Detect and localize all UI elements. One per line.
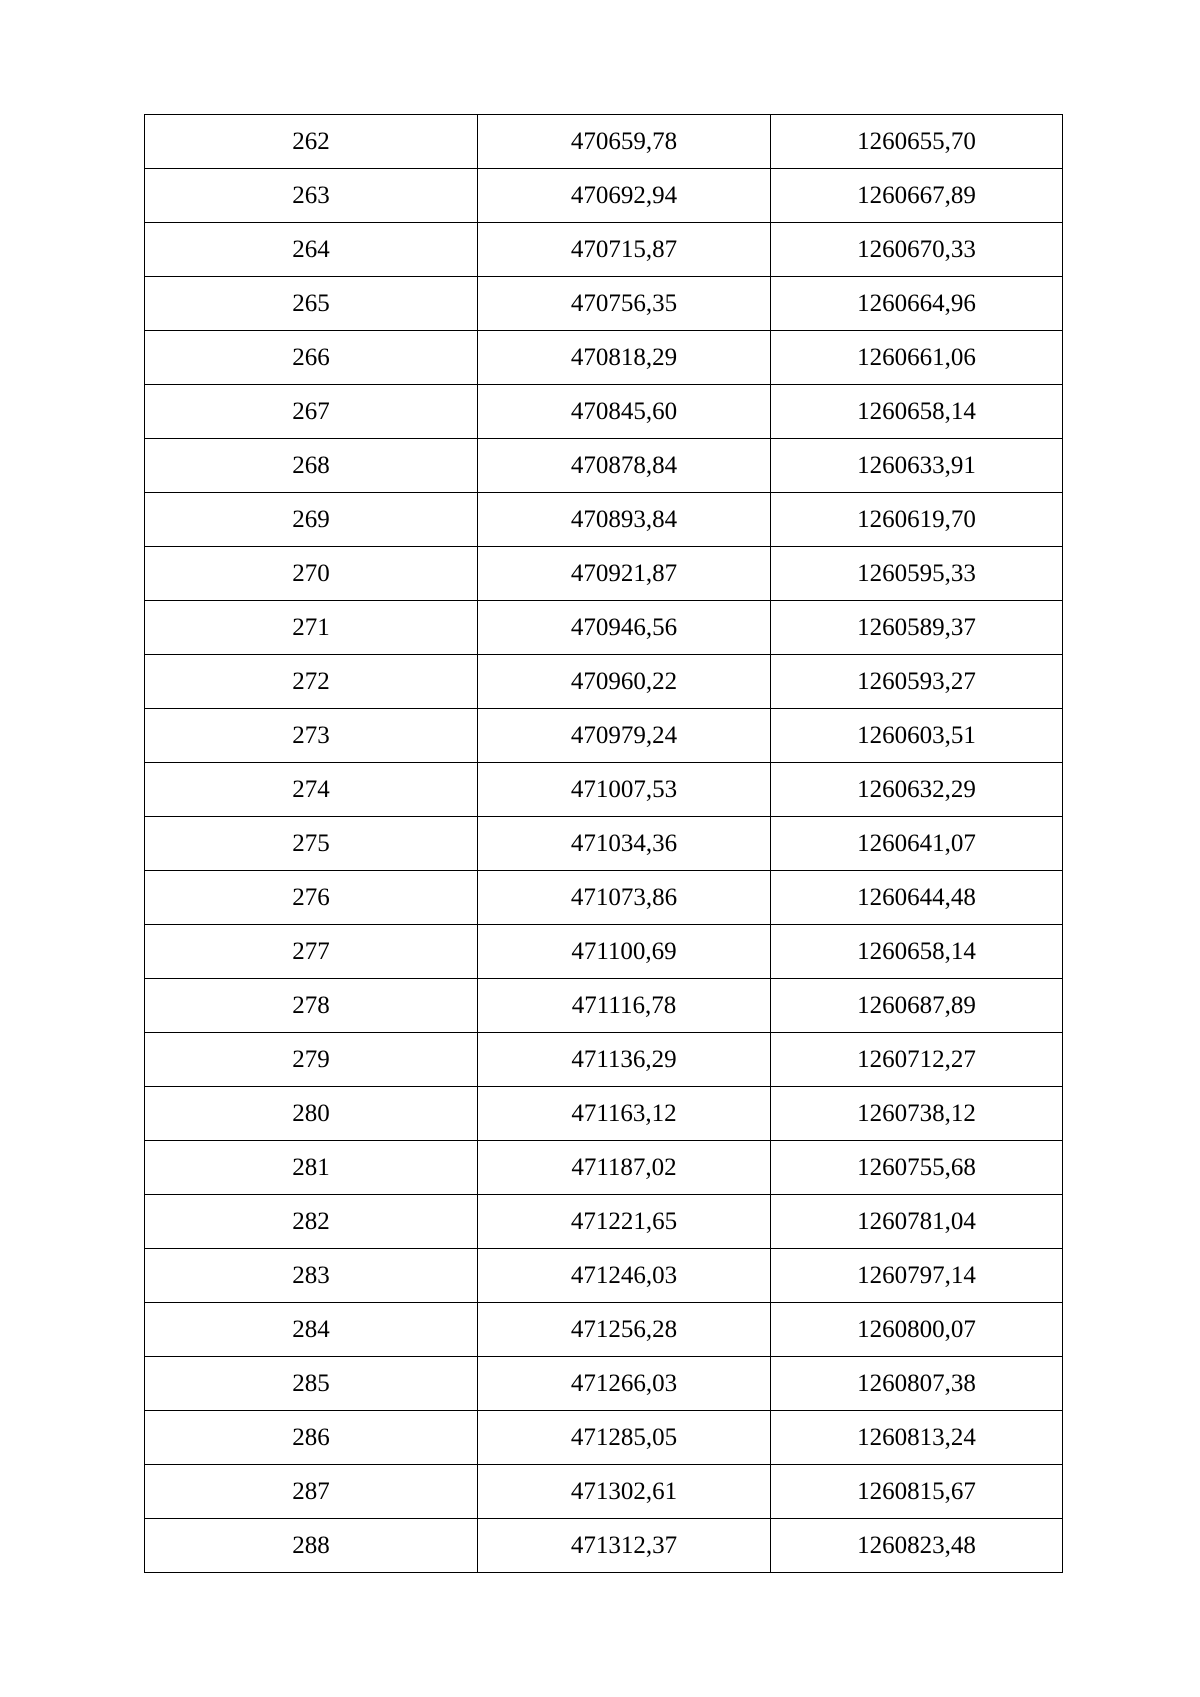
y-coordinate-cell: 1260667,89 — [771, 169, 1063, 223]
y-coordinate-cell: 1260813,24 — [771, 1411, 1063, 1465]
point-number-cell: 268 — [145, 439, 478, 493]
point-number-cell: 282 — [145, 1195, 478, 1249]
point-number-cell: 269 — [145, 493, 478, 547]
x-coordinate-cell: 470893,84 — [478, 493, 771, 547]
table-row — [145, 223, 1063, 277]
x-coordinate-cell: 470756,35 — [478, 277, 771, 331]
y-coordinate-cell: 1260593,27 — [771, 655, 1063, 709]
table-row — [145, 709, 1063, 763]
table-row — [145, 1357, 1063, 1411]
y-coordinate-cell: 1260815,67 — [771, 1465, 1063, 1519]
table-row — [145, 1087, 1063, 1141]
table-row — [145, 763, 1063, 817]
point-number-cell: 288 — [145, 1519, 478, 1573]
table-row — [145, 817, 1063, 871]
y-coordinate-cell: 1260797,14 — [771, 1249, 1063, 1303]
y-coordinate-cell: 1260641,07 — [771, 817, 1063, 871]
table-row — [145, 439, 1063, 493]
x-coordinate-cell: 470659,78 — [478, 115, 771, 169]
y-coordinate-cell: 1260781,04 — [771, 1195, 1063, 1249]
table-row — [145, 601, 1063, 655]
x-coordinate-cell: 470960,22 — [478, 655, 771, 709]
table-row — [145, 1141, 1063, 1195]
point-number-cell: 279 — [145, 1033, 478, 1087]
point-number-cell: 266 — [145, 331, 478, 385]
table-row — [145, 1465, 1063, 1519]
y-coordinate-cell: 1260823,48 — [771, 1519, 1063, 1573]
x-coordinate-cell: 470921,87 — [478, 547, 771, 601]
point-number-cell: 276 — [145, 871, 478, 925]
point-number-cell: 283 — [145, 1249, 478, 1303]
y-coordinate-cell: 1260644,48 — [771, 871, 1063, 925]
y-coordinate-cell: 1260738,12 — [771, 1087, 1063, 1141]
point-number-cell: 281 — [145, 1141, 478, 1195]
x-coordinate-cell: 471256,28 — [478, 1303, 771, 1357]
table-row — [145, 1303, 1063, 1357]
coordinates-table-body — [145, 115, 1063, 1573]
table-row — [145, 1519, 1063, 1573]
point-number-cell: 263 — [145, 169, 478, 223]
x-coordinate-cell: 471187,02 — [478, 1141, 771, 1195]
x-coordinate-cell: 471136,29 — [478, 1033, 771, 1087]
y-coordinate-cell: 1260619,70 — [771, 493, 1063, 547]
point-number-cell: 267 — [145, 385, 478, 439]
y-coordinate-cell: 1260603,51 — [771, 709, 1063, 763]
table-row — [145, 385, 1063, 439]
y-coordinate-cell: 1260595,33 — [771, 547, 1063, 601]
y-coordinate-cell: 1260755,68 — [771, 1141, 1063, 1195]
y-coordinate-cell: 1260658,14 — [771, 385, 1063, 439]
y-coordinate-cell: 1260589,37 — [771, 601, 1063, 655]
point-number-cell: 265 — [145, 277, 478, 331]
y-coordinate-cell: 1260807,38 — [771, 1357, 1063, 1411]
x-coordinate-cell: 470715,87 — [478, 223, 771, 277]
point-number-cell: 270 — [145, 547, 478, 601]
x-coordinate-cell: 471285,05 — [478, 1411, 771, 1465]
x-coordinate-cell: 470845,60 — [478, 385, 771, 439]
point-number-cell: 285 — [145, 1357, 478, 1411]
point-number-cell: 286 — [145, 1411, 478, 1465]
x-coordinate-cell: 471100,69 — [478, 925, 771, 979]
point-number-cell: 272 — [145, 655, 478, 709]
x-coordinate-cell: 471266,03 — [478, 1357, 771, 1411]
table-row — [145, 547, 1063, 601]
x-coordinate-cell: 470818,29 — [478, 331, 771, 385]
y-coordinate-cell: 1260632,29 — [771, 763, 1063, 817]
point-number-cell: 278 — [145, 979, 478, 1033]
table-row — [145, 655, 1063, 709]
x-coordinate-cell: 470979,24 — [478, 709, 771, 763]
coordinates-table — [144, 114, 1063, 1573]
point-number-cell: 271 — [145, 601, 478, 655]
point-number-cell: 262 — [145, 115, 478, 169]
x-coordinate-cell: 471312,37 — [478, 1519, 771, 1573]
y-coordinate-cell: 1260800,07 — [771, 1303, 1063, 1357]
x-coordinate-cell: 471163,12 — [478, 1087, 771, 1141]
table-row — [145, 115, 1063, 169]
point-number-cell: 287 — [145, 1465, 478, 1519]
x-coordinate-cell: 471246,03 — [478, 1249, 771, 1303]
y-coordinate-cell: 1260664,96 — [771, 277, 1063, 331]
table-row — [145, 277, 1063, 331]
table-row — [145, 925, 1063, 979]
y-coordinate-cell: 1260655,70 — [771, 115, 1063, 169]
table-row — [145, 169, 1063, 223]
point-number-cell: 277 — [145, 925, 478, 979]
table-row — [145, 1033, 1063, 1087]
table-row — [145, 1411, 1063, 1465]
point-number-cell: 274 — [145, 763, 478, 817]
x-coordinate-cell: 471073,86 — [478, 871, 771, 925]
point-number-cell: 284 — [145, 1303, 478, 1357]
x-coordinate-cell: 471302,61 — [478, 1465, 771, 1519]
point-number-cell: 275 — [145, 817, 478, 871]
point-number-cell: 264 — [145, 223, 478, 277]
y-coordinate-cell: 1260633,91 — [771, 439, 1063, 493]
table-row — [145, 493, 1063, 547]
y-coordinate-cell: 1260712,27 — [771, 1033, 1063, 1087]
x-coordinate-cell: 470692,94 — [478, 169, 771, 223]
x-coordinate-cell: 471221,65 — [478, 1195, 771, 1249]
table-row — [145, 1249, 1063, 1303]
y-coordinate-cell: 1260670,33 — [771, 223, 1063, 277]
x-coordinate-cell: 470878,84 — [478, 439, 771, 493]
point-number-cell: 273 — [145, 709, 478, 763]
x-coordinate-cell: 470946,56 — [478, 601, 771, 655]
table-row — [145, 871, 1063, 925]
y-coordinate-cell: 1260658,14 — [771, 925, 1063, 979]
y-coordinate-cell: 1260687,89 — [771, 979, 1063, 1033]
y-coordinate-cell: 1260661,06 — [771, 331, 1063, 385]
table-row — [145, 331, 1063, 385]
x-coordinate-cell: 471007,53 — [478, 763, 771, 817]
x-coordinate-cell: 471034,36 — [478, 817, 771, 871]
table-row — [145, 979, 1063, 1033]
point-number-cell: 280 — [145, 1087, 478, 1141]
table-row — [145, 1195, 1063, 1249]
x-coordinate-cell: 471116,78 — [478, 979, 771, 1033]
